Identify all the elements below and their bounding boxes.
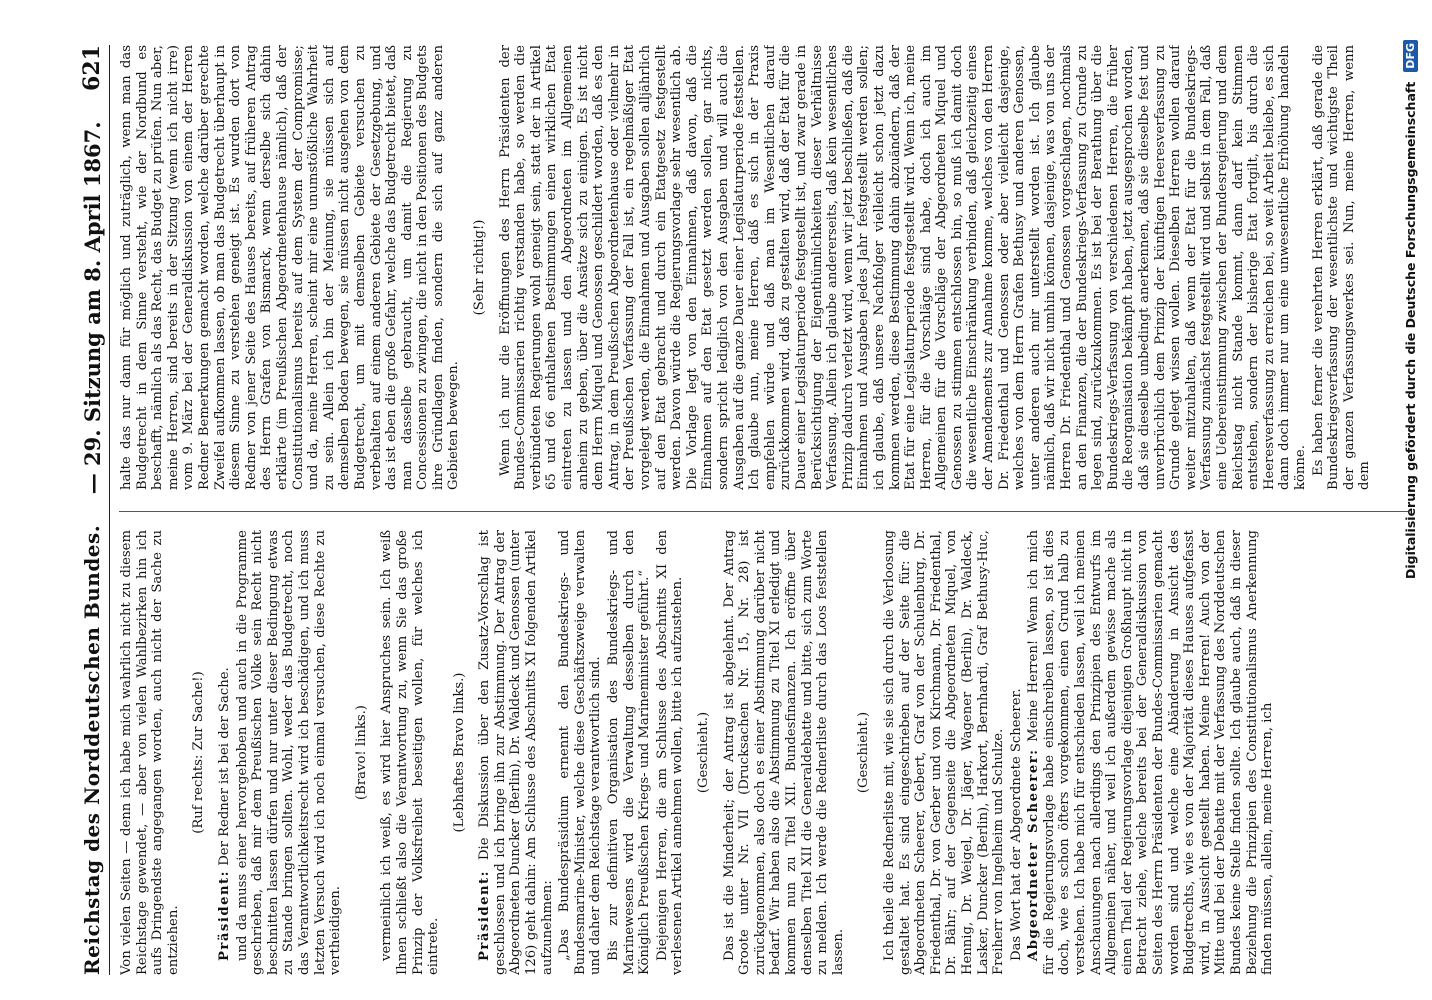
paragraph: „Das Bundespräsidium ernennt den Bundeskriegs- und Bundesmarine-Minister, welche diese Geschäftszweige verwalten und daher dem Reichstage verantwortlich sind. bbox=[557, 530, 604, 975]
interjection: (Geschieht.) bbox=[696, 711, 711, 794]
column-divider bbox=[119, 511, 1409, 512]
paragraph: Das ist die Minderheit; der Antrag ist abgelehnt. Der Antrag Groote unter Nr. VII (Drucksachen Nr. 15, Nr. 28) ist zurückgenommen, also doch es einer Abstimmung darüber nicht bedarf. Wir haben also die Abstimmung zu Titel XI erledigt und kommen nun zu Titel XII. Bundesfinanzen. Ich eröffne über denselben Titel XII die Generaldebatte und bitte, sich zum Worte zu melden. Ich werde die Rednerliste durch das Loos feststellen lassen. bbox=[721, 530, 846, 975]
speaker-label: Abgeordneter Scheerer: bbox=[1026, 748, 1042, 961]
interjection: (Geschieht.) bbox=[856, 711, 872, 794]
right-column bbox=[119, 45, 1409, 490]
interjection: (Ruf rechts: Zur Sache!) bbox=[191, 671, 207, 834]
paragraph bbox=[477, 530, 555, 975]
paragraph bbox=[217, 530, 233, 975]
speech-text: Der Redner ist bei der Sache. bbox=[216, 667, 232, 866]
credit-text: Digitalisierung gefördert durch die Deutsche Forschungsgemeinschaft bbox=[1402, 81, 1418, 580]
left-column bbox=[119, 530, 1409, 975]
speaker-label: Präsident: bbox=[477, 869, 493, 961]
speech-text: Die Diskussion über den Zusatz-Vorschlag ist geschlossen und ich bringe ihn zur Abstimmung. Der Antrag der Abgeordneten Duncker (Berlin), Dr. Waldeck und Genossen (unter 126) geht dahin: Am Schlusse des Abschnitts XI folgenden Artikel aufzunehmen: bbox=[477, 530, 555, 975]
rotated-page bbox=[75, 45, 1415, 975]
dfg-logo-mark: DFG bbox=[1403, 40, 1418, 72]
header-publication-title: Reichstag des Norddeutschen Bundes. bbox=[80, 524, 104, 975]
paragraph: Es haben ferner die verehrten Herren erklärt, daß gerade die Bundeskriegsverfassung der wesentlichste und wichtigste Theil der ganzen Verfassungswerkes sei. Nun, meine Herren, wenn dem bbox=[1310, 45, 1373, 490]
paragraph: und da muss einer hervorgehoben und auch in die Programme geschrieben, daß mir dem Preußischen Volke sein Recht nicht beschnitten lassen dürfen und nur unter dieser Bedingung etwas zu Stande bringen sollten. Wohl, weder das Budgetrecht, noch das Verantwortlichkeitsrecht wird ich beschädigen, und ich muss letzten Versuch wird ich noch einmal versuchen, diese Rechte zu vertheidigen. bbox=[234, 530, 344, 975]
paragraph: Das Wort hat der Abgeordnete Scheerer. bbox=[1008, 688, 1024, 961]
paragraph: halte das nur dann für möglich und zuträglich, wenn man das Budgetrecht in dem Sinne versteht, wie der Nordbund es beschafft, nämlich als das Recht, das Budget zu prüfen. Nun aber, meine Herren, sind bereits in der Sitzung (wenn ich nicht irre) vom 9. März bei der Generaldiskussion von einem der Herren Redner Bemerkungen gemacht worden, welche darüber gerechte Zweifel aufkommen lassen, ob man das Budgetrecht überhaupt in diesem Sinne zu verstehen geneigt ist. Es wurden dort von Redner von jener Seite des Hauses bereits, auf früheren Antrag des Herrn Grafen von Bismarck, wenn derselbe sich dahin erklärte (im Preußischen Abgeordnetenhause nämlich), daß der Constitutionalismus bereits auf dem System der Compromisse; und da, meine Herren, scheint mir eine unumstößliche Wahrheit zu sein. Allein ich bin der Meinung, sie müssen sich auf demselben Boden bewegen, sie müssen nicht ausgehen von dem Budgetrecht, um mit demselben Gebiete versuchen zu verbehalten auf einem anderen Gebiete der Gesetzgebung, und das ist eben die große Gefahr, welche das Budgetrecht bietet, daß man dasselbe gebraucht, um damit die Regierung zu Concessionen zu zwingen, die nicht in den Positionen des Budgets ihre Gründlagen finden, sondern die sich auf ganz anderen Gebieten bewegen. bbox=[119, 45, 462, 490]
paragraph: Von vielen Seiten — denn ich habe mich wahrlich nicht zu diesem Reichstage gewendet, — aber von vielen Wahlbezirken hin ich aufs Dringendste angegangen worden, auch nicht der Sache zu entziehen. bbox=[119, 530, 181, 975]
digitization-credit bbox=[1392, 30, 1428, 980]
header-session-date: — 29. Sitzung am 8. April 1867. bbox=[79, 121, 105, 495]
running-header bbox=[75, 45, 110, 975]
paragraph bbox=[1026, 530, 1276, 975]
paragraph: Bis zur definitiven Organisation des Bundeskriegs- und Marinewesens wird die Verwaltung desselben durch den Königlich Preußischen Kriegs- und Marineminister geführt.“ bbox=[606, 530, 653, 975]
speaker-label: Präsident: bbox=[216, 869, 232, 961]
interjection: (Bravo! links.) bbox=[353, 705, 369, 800]
paragraph: Wenn ich nur die Eröffnungen des Herrn Präsidenten der Bundes-Commissarien richtig verstanden habe, so werden die verbündeten Regierungen wohl geneigt sein, statt der in Artikel 65 und 66 enthaltenen Bestimmungen einen wirklichen Etat eintreten zu lassen und den Abgeordneten im Allgemeinen anheim zu geben, über die Ansätze sich zu einigen. Es ist nicht dem Herrn Miquel und Genossen geschildert worden, daß es den Antrag, in dem Preußischen Abgeordnetenhause oder vielmehr in der Preußischen Verfassung der Fall ist, ein regelmäßiger Etat vorgelegt werden, die Einnahmen und Ausgaben sollen alljährlich auf den Etat gebracht und durch ein Etatgesetz festgestellt werden. Davon würde die Regierungsvorlage sehr wesentlich ab. Die Vorlage legt von den Einnahmen, daß davon, daß die Einnahmen auf den Etat gesetzt werden sollen, gar nichts, sondern spricht lediglich von den Ausgaben und will auch die Ausgaben auf die ganze Dauer einer Legislaturperiode feststellen. Ich glaube nun, meine Herren, daß es sich in der Praxis empfehlen würde und daß man im Wesentlichen darauf zurückkommen wird, daß zu gestalten wird, daß der Etat für die Dauer einer Legislaturperiode festgestellt ist, und zwar gerade in Berücksichtigung der Eigenthümlichkeiten dieser Verhältnisse Verfassung. Allein ich glaube andererseits, daß kein wesentliches Prinzip dadurch verletzt wird, wenn wir jetzt beschließen, daß die Einnahmen und Ausgaben jedes Jahr festgestellt werden sollen; ich glaube, daß unsere Nachfolger vielleicht schon jetzt dazu kommen werden, diese Bestimmung dahin abzuändern, daß der Etat für eine Legislaturperiode festgestellt wird. Wenn ich, meine Herren, für die Vorschläge sind habe, doch ich auch im Allgemeinen für die Vorschläge der Abgeordneten Miquel und Genossen zu stimmen entschlossen bin, so muß ich damit doch die wesentliche Einschränkung verbinden, daß gleichzeitig eines der Amendements zur Annahme komme, welches von den Herren Dr. Friedenthal und Genossen oder aber vielleicht dasjenige, welches von dem Herrn Grafen Bethusy und anderen Genossen, unter anderen auch mir unterstellt worden ist. Ich glaube nämlich, daß wir nicht umhin können, dasjenige, was von uns der Herren Dr. Friedenthal und Genossen vorgeschlagen, nochmals an den Finanzen, die der Bundeskriegs-Verfassung zu Grunde zu legen sind, zurückzukommen. Es ist bei der Berathung über die Bundeskriegs-Verfassung von verschiedenen Herren, die früher die Reorganisation bekämpft haben, jetzt ausgesprochen worden, daß sie dieselbe unbedingt anerkennen, daß sie dieselbe fest und unverbrüchlich dem Prinzip der künftigen Heeresverfassung zu Grunde gelegt wissen wollen. Dieselben Herren wollen darauf weiter mitzuhalten, daß wenn der Etat für die Bundeskriegs-Verfassung zunächst festgestellt wird und selbst in dem Fall, daß eine Uebereinstimmung zwischen der Bundesregierung und dem Reichstag nicht Stande kommt, dann darf kein Stimmen entstehen, sondern der bisherige Etat fortgilt, bis durch die Heeresverfassung zu erreichen bei, so weit Arbeit beliebe, es sich dann doch immer nur um eine unwesentliche Erhöhung handeln könne. bbox=[497, 45, 1308, 490]
paragraph: Diejenigen Herren, die am Schlusse des Abschnitts XI den verlesenen Artikel annehmen wollen, bitte ich aufzustehen. bbox=[654, 530, 686, 975]
speech-text: Meine Herren! Wenn ich mich für die Regierungsvorlage habe einschreiben lassen, so ist dies doch, wie es schon öfters vorgekommen, einen Grund halb zu verstehen. Ich habe mich für entschieden lassen, weil ich meinen Anschauungen nach allerdings den Prinzipien des Entwurfs im Allgemeinen näher, und weil ich außerdem gewisse mache als einen Theil der Regierungsvorlage diejenigen Großhaupt nicht in Betracht ziehe, welche bereits bei der Generaldiskussion von Seiten des Herrn Präsidenten der Bundes-Commissarien gemacht worden sind und welche eine Abänderung in Ansicht des Budgetrechts, wie es von der Majorität dieses Hauses aufgefasst wird, in Aussicht gestellt haben. Meine Herren! Auch von der Mitte und bei der Debatte mit der Verfassung des Norddeutschen Bundes keine Stelle finden sollte. Ich glaube auch, daß in dieser Beziehung die Prinzipien des Constitutionalismus Anerkennung finden müssen, allein, meine Herren, ich bbox=[1026, 530, 1276, 975]
interjection: (Sehr richtig!) bbox=[472, 219, 488, 316]
paragraph: vermeinlich ich weiß, es wird hier Anspruches sein. Ich weiß Ihnen schließt also die Verantwortung zu, wenn Sie das große Prinzip der Volksfreiheit beseitigen wollen, für welches ich eintrete. bbox=[379, 530, 442, 975]
dfg-logo bbox=[1403, 40, 1418, 72]
paragraph: Ich theile die Rednerliste mit, wie sie sich durch die Verloosung gestaltet hat. Es sind eingeschrieben auf der Seite für: die Abgeordneten Scheerer, Gebert, Graf von der Schulenburg, Dr. Friedenthal, Dr. von Gerber und von Kirchmann, Dr. Friedenthal, Dr. Bähr; auf der Gegenseite die Abgeordneten Miquel, von Hennig, Dr. Weigel, Dr. Jäger, Wagener (Berlin), Dr. Waldeck, Lasker, Duncker (Berlin), Harkort, Bernhardi, Graf Bethusy-Huc, Freiherr von Ingelheim und Schulze. bbox=[881, 530, 1007, 975]
interjection: (Lebhaftes Bravo links.) bbox=[451, 672, 467, 833]
page-number: 621 bbox=[79, 45, 105, 91]
